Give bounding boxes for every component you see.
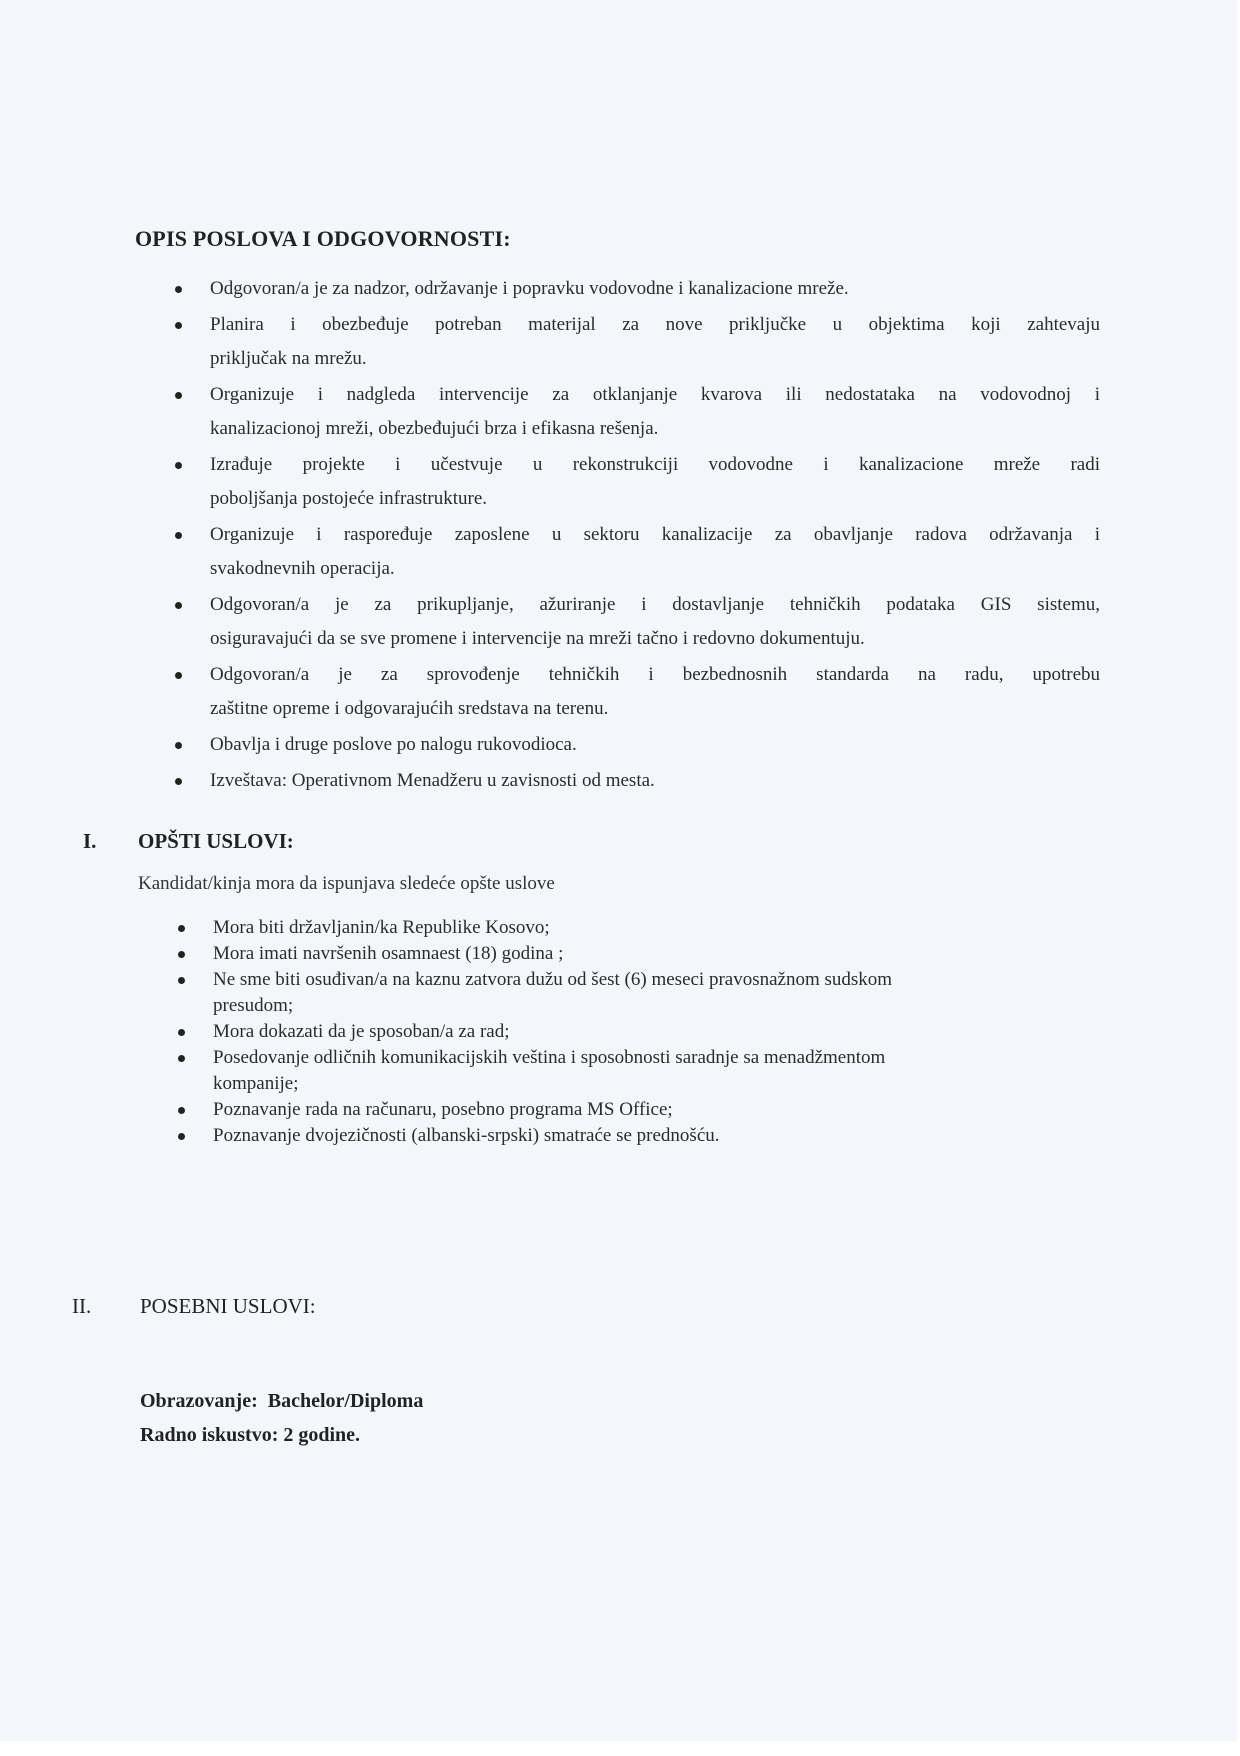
bullet-icon — [175, 672, 182, 679]
special-conditions-heading: POSEBNI USLOVI: — [140, 1294, 316, 1318]
section-number-general: I. — [83, 829, 97, 853]
bullet-icon — [175, 532, 182, 539]
general-conditions-intro: Kandidat/kinja mora da ispunjava sledeće opšte uslove — [138, 873, 555, 894]
list-item: Planira i obezbeđuje potreban materijal za nove priključke u objektima koji zahtevaju priključak na mrežu. — [210, 308, 1100, 376]
bullet-icon — [175, 742, 182, 749]
general-conditions-heading: OPŠTI USLOVI: — [138, 829, 294, 853]
list-item: Ne sme biti osuđivan/a na kaznu zatvora dužu od šest (6) meseci pravosnažnom sudskom presudom; — [213, 967, 1073, 1019]
bullet-icon — [175, 286, 182, 293]
list-item: Mora imati navršenih osamnaest (18) godina ; — [213, 941, 1073, 967]
bullet-icon — [178, 1107, 185, 1114]
responsibilities-heading: OPIS POSLOVA I ODGOVORNOSTI: — [135, 226, 511, 251]
list-item: Mora biti državljanin/ka Republike Kosovo; — [213, 915, 1073, 941]
bullet-icon — [175, 462, 182, 469]
list-item: Organizuje i nadgleda intervencije za otklanjanje kvarova ili nedostataka na vodovodnoj i kanalizacionoj mreži, obezbeđujući brza i efikasna rešenja. — [210, 378, 1100, 446]
education-label: Obrazovanje: — [140, 1390, 258, 1412]
general-conditions-list — [213, 915, 1073, 1149]
bullet-icon — [178, 977, 185, 984]
education-line — [140, 1390, 423, 1413]
responsibilities-list — [210, 272, 1100, 800]
list-item: Odgovoran/a je za sprovođenje tehničkih i bezbednosnih standarda na radu, upotrebu zaštitne opreme i odgovarajućih sredstava na terenu. — [210, 658, 1100, 726]
bullet-icon — [178, 925, 185, 932]
section-number-special: II. — [72, 1294, 92, 1318]
education-value: Bachelor/Diploma — [267, 1390, 424, 1412]
list-item: Izrađuje projekte i učestvuje u rekonstrukciji vodovodne i kanalizacione mreže radi poboljšanja postojeće infrastrukture. — [210, 448, 1100, 516]
bullet-icon — [178, 1133, 185, 1140]
bullet-icon — [175, 602, 182, 609]
list-item: Posedovanje odličnih komunikacijskih veština i sposobnosti saradnje sa menadžmentom kompanije; — [213, 1045, 1073, 1097]
list-item: Odgovoran/a je za prikupljanje, ažuriranje i dostavljanje tehničkih podataka GIS sistemu, osiguravajući da se sve promene i intervencije na mreži tačno i redovno dokumentuju. — [210, 588, 1100, 656]
experience-line: Radno iskustvo: 2 godine. — [140, 1424, 361, 1446]
list-item: Poznavanje dvojezičnosti (albanski-srpski) smatraće se prednošću. — [213, 1123, 1073, 1149]
bullet-icon — [178, 1055, 185, 1062]
bullet-icon — [178, 1029, 185, 1036]
list-item: Odgovoran/a je za nadzor, održavanje i popravku vodovodne i kanalizacione mreže. — [210, 272, 1100, 306]
list-item: Izveštava: Operativnom Menadžeru u zavisnosti od mesta. — [210, 764, 1100, 798]
bullet-icon — [178, 951, 185, 958]
list-item: Obavlja i druge poslove po nalogu rukovodioca. — [210, 728, 1100, 762]
list-item: Mora dokazati da je sposoban/a za rad; — [213, 1019, 1073, 1045]
list-item: Organizuje i raspoređuje zaposlene u sektoru kanalizacije za obavljanje radova održavanja i svakodnevnih operacija. — [210, 518, 1100, 586]
bullet-icon — [175, 778, 182, 785]
bullet-icon — [175, 322, 182, 329]
bullet-icon — [175, 392, 182, 399]
list-item: Poznavanje rada na računaru, posebno programa MS Office; — [213, 1097, 1073, 1123]
